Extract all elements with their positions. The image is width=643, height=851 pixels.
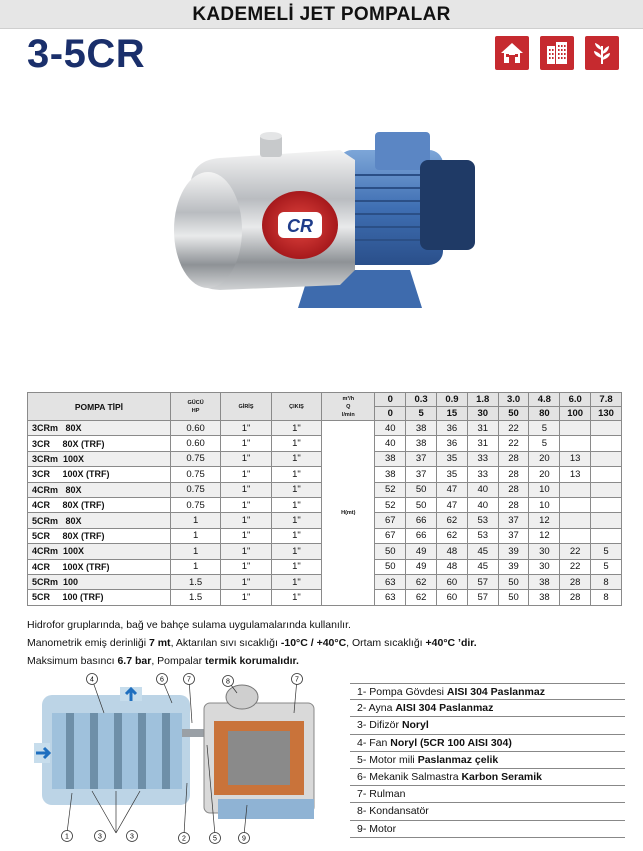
part-item bbox=[350, 700, 625, 717]
head-value-cell: 39 bbox=[498, 559, 529, 574]
head-value-cell: 47 bbox=[437, 497, 468, 512]
head-value-cell: 50 bbox=[375, 559, 406, 574]
part-text: Pompa Gövdesi bbox=[366, 686, 447, 698]
head-value-cell: 31 bbox=[467, 421, 498, 436]
note-text: , Pompalar bbox=[151, 655, 206, 667]
head-value-cell: 37 bbox=[498, 528, 529, 543]
head-value-cell: 22 bbox=[560, 544, 591, 559]
head-value-cell: 39 bbox=[498, 544, 529, 559]
cr-logo-text: CR bbox=[287, 216, 313, 236]
head-value-cell: 8 bbox=[591, 590, 622, 605]
parts-list bbox=[350, 683, 625, 838]
pump-model-cell: 4CR 80X (TRF) bbox=[28, 497, 171, 512]
head-value-cell: 33 bbox=[467, 451, 498, 466]
head-value-cell: 57 bbox=[467, 590, 498, 605]
head-value-cell: 52 bbox=[375, 482, 406, 497]
part-material: Noryl bbox=[401, 719, 429, 732]
head-value-cell: 63 bbox=[375, 590, 406, 605]
head-value-cell: 22 bbox=[498, 436, 529, 451]
head-value-cell: 30 bbox=[529, 559, 560, 574]
power-cell: 1 bbox=[170, 544, 220, 559]
flow-m3h: 1.8 bbox=[467, 393, 498, 407]
callout-label: 6 bbox=[160, 676, 164, 684]
head-value-cell: 63 bbox=[375, 574, 406, 589]
page-title: KADEMELİ JET POMPALAR bbox=[192, 4, 451, 25]
inlet-cell: 1" bbox=[221, 590, 271, 605]
col-power-unit: HP bbox=[191, 407, 200, 414]
pump-cutaway-diagram bbox=[32, 673, 332, 845]
head-value-cell: 49 bbox=[406, 544, 437, 559]
inlet-cell: 1" bbox=[221, 467, 271, 482]
head-value-cell: 20 bbox=[529, 467, 560, 482]
part-number: 2- bbox=[357, 702, 367, 715]
head-value-cell: 13 bbox=[560, 451, 591, 466]
head-value-cell: 40 bbox=[375, 436, 406, 451]
head-value-cell bbox=[591, 497, 622, 512]
head-value-cell bbox=[591, 451, 622, 466]
part-text: Ayna bbox=[366, 702, 396, 715]
head-value-cell bbox=[560, 436, 591, 451]
power-cell: 0.60 bbox=[170, 421, 220, 436]
part-material: AISI 304 Paslanmaz bbox=[395, 702, 494, 715]
head-value-cell: 48 bbox=[437, 544, 468, 559]
part-material: Karbon Seramik bbox=[461, 770, 542, 783]
inlet-cell: 1" bbox=[221, 436, 271, 451]
q-label: Q bbox=[346, 403, 351, 410]
flow-lmin: 50 bbox=[498, 407, 529, 421]
pump-model-cell: 3CRm 100X bbox=[28, 451, 171, 466]
flow-m3h: 4.8 bbox=[529, 393, 560, 407]
head-value-cell: 50 bbox=[498, 574, 529, 589]
callout-label: 8 bbox=[226, 678, 230, 686]
head-value-cell: 49 bbox=[406, 559, 437, 574]
part-text: Rulman bbox=[366, 788, 406, 801]
outlet-cell: 1" bbox=[271, 544, 321, 559]
head-value-cell: 60 bbox=[437, 590, 468, 605]
flow-m3h: 0 bbox=[375, 393, 406, 407]
head-value-cell bbox=[591, 482, 622, 497]
power-cell: 0.60 bbox=[170, 436, 220, 451]
head-value-cell: 28 bbox=[560, 574, 591, 589]
head-value-cell: 48 bbox=[437, 559, 468, 574]
part-item bbox=[350, 769, 625, 786]
part-text: Mekanik Salmastra bbox=[366, 770, 462, 783]
head-value-cell: 35 bbox=[437, 451, 468, 466]
head-value-cell: 38 bbox=[406, 436, 437, 451]
head-value-cell: 60 bbox=[437, 574, 468, 589]
head-value-cell: 50 bbox=[498, 590, 529, 605]
power-cell: 1 bbox=[170, 513, 220, 528]
part-text: Kondansatör bbox=[366, 805, 429, 818]
head-value-cell bbox=[560, 482, 591, 497]
head-value-cell: 28 bbox=[498, 497, 529, 512]
head-value-cell: 53 bbox=[467, 528, 498, 543]
head-value-cell bbox=[591, 513, 622, 528]
note-emphasis: 7 mt bbox=[148, 637, 171, 649]
col-pump-type: POMPA TİPİ bbox=[28, 393, 171, 421]
table-body bbox=[28, 421, 622, 606]
pump-model-cell: 4CR 100X (TRF) bbox=[28, 559, 171, 574]
head-value-cell: 13 bbox=[560, 467, 591, 482]
head-value-cell: 53 bbox=[467, 513, 498, 528]
callout-label: 9 bbox=[242, 835, 246, 843]
pump-model-cell: 4CRm 100X bbox=[28, 544, 171, 559]
pump-model-cell: 4CRm 80X bbox=[28, 482, 171, 497]
power-cell: 0.75 bbox=[170, 467, 220, 482]
power-cell: 0.75 bbox=[170, 482, 220, 497]
outlet-cell: 1" bbox=[271, 590, 321, 605]
flow-lmin: 100 bbox=[560, 407, 591, 421]
callout-label: 3 bbox=[98, 833, 102, 841]
callout-label: 7 bbox=[187, 676, 191, 684]
part-number: 6- bbox=[357, 770, 367, 783]
head-unit-cell: H(mt) bbox=[322, 421, 375, 606]
callout-label: 7 bbox=[295, 676, 299, 684]
head-value-cell: 12 bbox=[529, 513, 560, 528]
head-value-cell: 5 bbox=[529, 436, 560, 451]
pump-model-cell: 5CRm 100 bbox=[28, 574, 171, 589]
note-pressure bbox=[27, 654, 299, 668]
note-text: , Aktarılan sıvı sıcaklığı bbox=[170, 637, 281, 649]
head-value-cell: 5 bbox=[529, 421, 560, 436]
head-value-cell: 45 bbox=[467, 559, 498, 574]
head-value-cell: 62 bbox=[437, 528, 468, 543]
part-item bbox=[350, 786, 625, 803]
callout-label: 4 bbox=[90, 676, 94, 684]
outlet-cell: 1" bbox=[271, 528, 321, 543]
part-text: Motor bbox=[366, 822, 397, 835]
note-text: , Ortam sıcaklığı bbox=[346, 637, 426, 649]
head-value-cell: 10 bbox=[529, 482, 560, 497]
building-icon bbox=[540, 36, 574, 70]
head-value-cell: 37 bbox=[498, 513, 529, 528]
head-value-cell: 47 bbox=[437, 482, 468, 497]
head-value-cell: 66 bbox=[406, 513, 437, 528]
power-cell: 0.75 bbox=[170, 497, 220, 512]
head-value-cell: 36 bbox=[437, 436, 468, 451]
power-cell: 1.5 bbox=[170, 590, 220, 605]
callout-label: 5 bbox=[213, 835, 217, 843]
head-value-cell: 38 bbox=[529, 590, 560, 605]
head-value-cell: 20 bbox=[529, 451, 560, 466]
head-value-cell bbox=[560, 513, 591, 528]
outlet-cell: 1" bbox=[271, 421, 321, 436]
flow-m3h: 6.0 bbox=[560, 393, 591, 407]
part-item bbox=[350, 717, 625, 734]
part-number: 8- bbox=[357, 805, 367, 818]
head-value-cell: 38 bbox=[406, 421, 437, 436]
head-value-cell bbox=[591, 528, 622, 543]
inlet-cell: 1" bbox=[221, 544, 271, 559]
head-value-cell bbox=[560, 528, 591, 543]
head-value-cell: 28 bbox=[498, 482, 529, 497]
head-value-cell: 22 bbox=[498, 421, 529, 436]
head-value-cell: 57 bbox=[467, 574, 498, 589]
head-value-cell: 36 bbox=[437, 421, 468, 436]
head-value-cell: 62 bbox=[437, 513, 468, 528]
head-value-cell bbox=[591, 436, 622, 451]
col-power-label: GÜCÜ bbox=[187, 399, 204, 406]
part-item bbox=[350, 803, 625, 820]
head-value-cell: 40 bbox=[375, 421, 406, 436]
flow-lmin: 130 bbox=[591, 407, 622, 421]
head-value-cell: 50 bbox=[375, 544, 406, 559]
note-emphasis: +40°C ’dir. bbox=[425, 637, 477, 649]
flow-lmin: 15 bbox=[437, 407, 468, 421]
note-usage: Hidrofor gruplarında, bağ ve bahçe sulama uygulamalarında kullanılır. bbox=[27, 619, 351, 631]
head-value-cell: 67 bbox=[375, 513, 406, 528]
head-value-cell: 5 bbox=[591, 559, 622, 574]
flow-lmin: 80 bbox=[529, 407, 560, 421]
col-outlet: ÇIKIŞ bbox=[271, 393, 321, 421]
note-text: Maksimum basıncı bbox=[27, 655, 118, 667]
outlet-cell: 1" bbox=[271, 574, 321, 589]
head-value-cell: 62 bbox=[406, 574, 437, 589]
q-unit-lmin: l/min bbox=[341, 411, 355, 418]
inlet-cell: 1" bbox=[221, 451, 271, 466]
head-value-cell: 45 bbox=[467, 544, 498, 559]
outlet-cell: 1" bbox=[271, 436, 321, 451]
outlet-cell: 1" bbox=[271, 482, 321, 497]
col-inlet: GİRİŞ bbox=[221, 393, 271, 421]
head-value-cell: 38 bbox=[529, 574, 560, 589]
head-value-cell: 28 bbox=[498, 467, 529, 482]
head-value-cell: 30 bbox=[529, 544, 560, 559]
plant-icon bbox=[585, 36, 619, 70]
flow-m3h: 7.8 bbox=[591, 393, 622, 407]
inlet-cell: 1" bbox=[221, 497, 271, 512]
inlet-cell: 1" bbox=[221, 574, 271, 589]
head-value-cell: 35 bbox=[437, 467, 468, 482]
head-value-cell: 38 bbox=[375, 467, 406, 482]
head-value-cell: 22 bbox=[560, 559, 591, 574]
part-number: 5- bbox=[357, 753, 367, 766]
power-cell: 1 bbox=[170, 559, 220, 574]
callout-label: 1 bbox=[65, 833, 69, 841]
outlet-cell: 1" bbox=[271, 467, 321, 482]
outlet-cell: 1" bbox=[271, 559, 321, 574]
pump-model-cell: 3CRm 80X bbox=[28, 421, 171, 436]
flow-m3h: 0.9 bbox=[437, 393, 468, 407]
q-unit-m3h: m³/h bbox=[342, 395, 355, 402]
head-value-cell bbox=[591, 421, 622, 436]
performance-table bbox=[27, 392, 622, 606]
flow-lmin: 30 bbox=[467, 407, 498, 421]
head-value-cell: 50 bbox=[406, 482, 437, 497]
part-number: 1- bbox=[357, 686, 367, 698]
head-value-cell: 67 bbox=[375, 528, 406, 543]
head-value-cell: 52 bbox=[375, 497, 406, 512]
part-material: AISI 304 Paslanmaz bbox=[446, 686, 545, 698]
pump-product-image bbox=[160, 120, 490, 320]
callout-label: 2 bbox=[182, 835, 186, 843]
head-value-cell bbox=[560, 421, 591, 436]
part-number: 7- bbox=[357, 788, 367, 801]
pump-model-cell: 3CR 100X (TRF) bbox=[28, 467, 171, 482]
power-cell: 1 bbox=[170, 528, 220, 543]
part-number: 9- bbox=[357, 822, 367, 835]
part-number: 4- bbox=[357, 736, 367, 749]
note-conditions bbox=[27, 636, 477, 650]
part-item bbox=[350, 752, 625, 769]
inlet-cell: 1" bbox=[221, 528, 271, 543]
inlet-cell: 1" bbox=[221, 513, 271, 528]
outlet-cell: 1" bbox=[271, 451, 321, 466]
part-material: Noryl (5CR 100 AISI 304) bbox=[390, 736, 512, 749]
col-q-units bbox=[322, 393, 375, 421]
flow-lmin: 5 bbox=[406, 407, 437, 421]
head-value-cell: 28 bbox=[560, 590, 591, 605]
inlet-cell: 1" bbox=[221, 482, 271, 497]
head-value-cell: 31 bbox=[467, 436, 498, 451]
head-value-cell: 12 bbox=[529, 528, 560, 543]
inlet-cell: 1" bbox=[221, 559, 271, 574]
head-value-cell: 37 bbox=[406, 467, 437, 482]
head-value-cell: 5 bbox=[591, 544, 622, 559]
note-text: Manometrik emiş derinliği bbox=[27, 637, 149, 649]
part-item bbox=[350, 735, 625, 752]
part-item bbox=[350, 821, 625, 838]
pump-model-cell: 5CRm 80X bbox=[28, 513, 171, 528]
note-emphasis: 6.7 bar bbox=[117, 655, 152, 667]
head-value-cell: 10 bbox=[529, 497, 560, 512]
head-value-cell: 38 bbox=[375, 451, 406, 466]
part-text: Motor mili bbox=[366, 753, 418, 766]
outlet-cell: 1" bbox=[271, 513, 321, 528]
application-badges bbox=[495, 36, 619, 70]
flow-m3h: 0.3 bbox=[406, 393, 437, 407]
head-value-cell: 37 bbox=[406, 451, 437, 466]
note-emphasis: -10°C / +40°C bbox=[280, 637, 347, 649]
head-value-cell bbox=[560, 497, 591, 512]
head-value-cell: 66 bbox=[406, 528, 437, 543]
part-material: Paslanmaz çelik bbox=[417, 753, 499, 766]
head-value-cell: 28 bbox=[498, 451, 529, 466]
flow-lmin: 0 bbox=[375, 407, 406, 421]
head-value-cell: 50 bbox=[406, 497, 437, 512]
head-value-cell: 62 bbox=[406, 590, 437, 605]
outlet-cell: 1" bbox=[271, 497, 321, 512]
power-cell: 0.75 bbox=[170, 451, 220, 466]
table-row bbox=[28, 421, 622, 436]
power-cell: 1.5 bbox=[170, 574, 220, 589]
note-emphasis: termik korumalıdır. bbox=[205, 655, 299, 667]
head-value-cell bbox=[591, 467, 622, 482]
inlet-cell: 1" bbox=[221, 421, 271, 436]
part-text: Difizör bbox=[366, 719, 402, 732]
model-title: 3-5CR bbox=[27, 32, 146, 76]
head-value-cell: 8 bbox=[591, 574, 622, 589]
head-value-cell: 40 bbox=[467, 482, 498, 497]
part-text: Fan bbox=[366, 736, 391, 749]
head-value-cell: 40 bbox=[467, 497, 498, 512]
head-value-cell: 33 bbox=[467, 467, 498, 482]
flow-m3h: 3.0 bbox=[498, 393, 529, 407]
callout-label: 3 bbox=[130, 833, 134, 841]
pump-model-cell: 3CR 80X (TRF) bbox=[28, 436, 171, 451]
part-number: 3- bbox=[357, 719, 367, 732]
col-power bbox=[170, 393, 220, 421]
house-icon bbox=[495, 36, 529, 70]
pump-model-cell: 5CR 100 (TRF) bbox=[28, 590, 171, 605]
pump-model-cell: 5CR 80X (TRF) bbox=[28, 528, 171, 543]
part-item bbox=[350, 683, 625, 700]
